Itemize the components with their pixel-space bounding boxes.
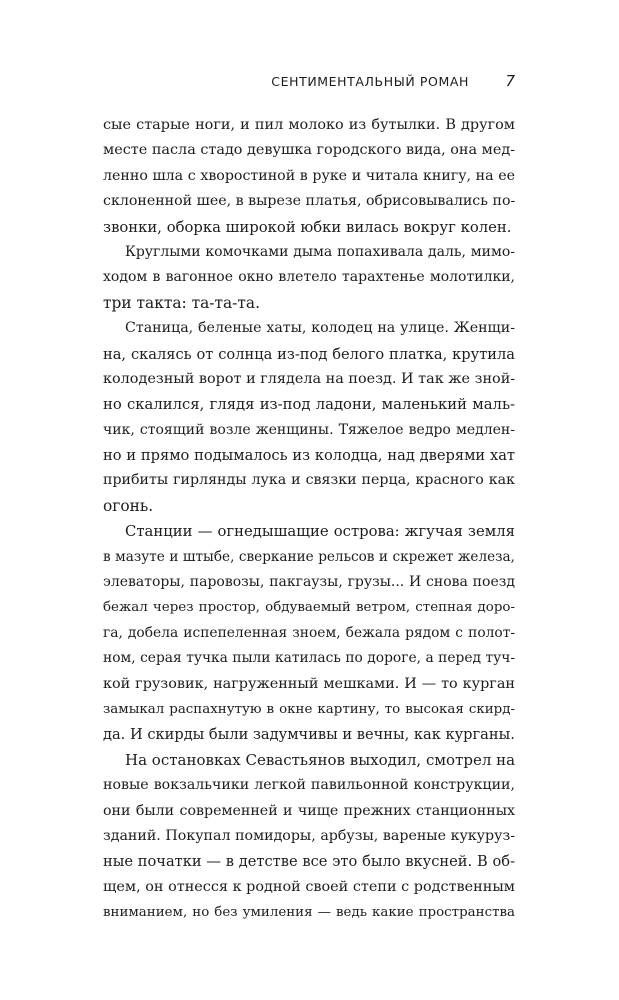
text-line: месте пасла стадо девушка городского вида, она мед- [103,142,515,159]
text-line: бежал через простор, обдуваемый ветром, степная доро- [103,600,515,616]
page-header [84,72,515,96]
text-line: кой грузовик, нагруженный мешками. И — то курган [103,675,515,692]
text-line: три такта: та-та-та. [103,293,260,312]
text-line: га, добела испепеленная зноем, бежала рядом с полот- [103,624,515,641]
text-line: Станица, беленые хаты, колодец на улице. Женщи- [125,320,515,337]
text-line: замыкал распахнутую в окне картину, то высокая скирд- [103,701,515,717]
text-line: звонки, оборка широкой юбки вилась вокруг колен. [103,218,512,236]
text-line: склоненной шее, в вырезе платья, обрисовывались по- [103,193,515,210]
text-line: но скалился, глядя из-под ладони, маленький маль- [103,396,515,414]
text-line: новые вокзальчики легкой павильонной конструкции, [103,777,515,794]
text-line: ном, серая тучка пыли катилась по дороге, а перед туч- [103,650,515,667]
text-line: ленно шла с хворостиной в руке и читала книгу, на ее [103,167,515,184]
text-line: Станции — огнедышащие острова: жгучая земля [125,523,515,541]
text-line: но и прямо подымалось из колодца, над дверями хат [103,447,515,465]
text-line: ходом в вагонное окно влетело тарахтенье молотилки, [103,269,515,286]
text-line: зданий. Покупал помидоры, арбузы, вареные кукуруз- [103,827,515,844]
text-line: они были современней и чище прежних станционных [103,802,515,819]
body-text [103,113,515,926]
text-line: колодезный ворот и глядела на поезд. И так же зной- [103,370,515,387]
running-title: СЕНТИМЕНТАЛЬНЫЙ РОМАН [271,74,469,89]
text-line: огонь. [103,496,154,515]
text-line: Круглыми комочками дыма попахивала даль, мимо- [125,243,515,260]
text-line: на, скалясь от солнца из-под белого платка, крутила [103,345,515,363]
text-line: чик, стоящий возле женщины. Тяжелое ведро медлен- [103,421,515,438]
text-line: прибиты гирлянды лука и связки перца, красного как [103,472,515,489]
text-line: элеваторы, паровозы, пакгаузы, грузы... И снова поезд [103,574,515,591]
text-line: в мазуте и штыбе, сверкание рельсов и скрежет железа, [103,548,515,565]
text-line: На остановках Севастьянов выходил, смотрел на [125,750,515,769]
text-line: ные початки — в детстве все это было вкусней. В об- [103,853,515,871]
text-line: сые старые ноги, и пил молоко из бутылки. В другом [103,117,515,133]
text-line: вниманием, но без умиления — ведь какие пространства [103,905,515,921]
text-line: щем, он отнесся к родной своей степи с родственным [103,878,515,895]
text-line: да. И скирды были задумчивы и вечны, как курганы. [103,726,515,744]
page-number: 7 [505,72,515,90]
